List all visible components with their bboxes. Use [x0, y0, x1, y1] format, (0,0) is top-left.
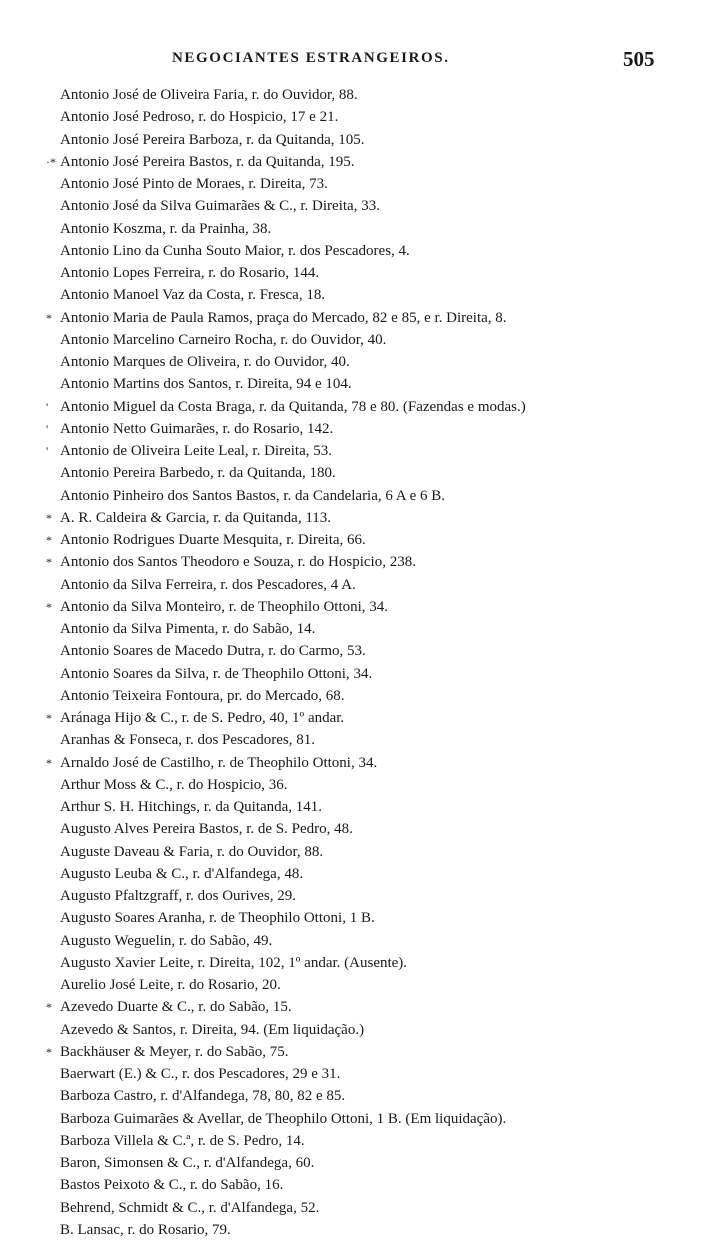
list-item — [46, 551, 716, 573]
entry-text: Baron, Simonsen & C., r. d'Alfandega, 60. — [60, 1155, 315, 1171]
entry-text: Aranhas & Fonseca, r. dos Pescadores, 81. — [60, 732, 315, 749]
list-item — [46, 774, 716, 796]
list-item — [46, 173, 716, 195]
entry-marker: * — [46, 1000, 52, 1015]
list-item — [46, 1174, 716, 1196]
entry-text: Barboza Villela & C.ª, r. de S. Pedro, 14. — [60, 1132, 305, 1149]
list-item — [46, 930, 716, 952]
list-item — [46, 396, 716, 418]
list-item — [46, 996, 716, 1018]
entry-text: Arthur S. H. Hitchings, r. da Quitanda, 141. — [60, 799, 323, 815]
list-item — [46, 351, 716, 373]
list-item — [46, 1041, 716, 1063]
entry-text: Antonio José Pereira Barboza, r. da Quitanda, 105. — [60, 131, 365, 148]
list-item — [46, 329, 716, 351]
list-item — [46, 284, 716, 306]
entry-text: Antonio Manoel Vaz da Costa, r. Fresca, 18. — [60, 287, 326, 304]
entry-marker: ' — [46, 399, 49, 414]
list-item — [46, 1019, 716, 1041]
merchant-list — [46, 84, 716, 1241]
entry-text: Antonio Pereira Barbedo, r. da Quitanda, 180. — [60, 465, 336, 482]
entry-text: Barboza Castro, r. d'Alfandega, 78, 80, 82 e 85. — [60, 1088, 346, 1105]
entry-text: Arnaldo José de Castilho, r. de Theophilo Ottoni, 34. — [60, 754, 378, 771]
entry-text: Aurelio José Leite, r. do Rosario, 20. — [60, 977, 281, 993]
entry-marker: ' — [46, 421, 49, 436]
list-item — [46, 663, 716, 685]
entry-text: Antonio Maria de Paula Ramos, praça do Mercado, 82 e 85, e r. Direita, 8. — [60, 309, 507, 326]
list-item — [46, 885, 716, 907]
entry-text: Augusto Leuba & C., r. d'Alfandega, 48. — [60, 865, 304, 882]
entry-text: Antonio da Silva Pimenta, r. do Sabão, 14. — [60, 621, 316, 637]
entry-text: Antonio José Pinto de Moraes, r. Direita, 73. — [60, 176, 328, 192]
list-item — [46, 195, 716, 217]
list-item — [46, 907, 716, 929]
entry-text: B. Lansac, r. do Rosario, 79. — [60, 1221, 231, 1238]
entry-text: Antonio Netto Guimarães, r. do Rosario, 142. — [60, 420, 334, 437]
entry-text: Antonio Lopes Ferreira, r. do Rosario, 144. — [60, 265, 320, 281]
entry-text: Augusto Pfaltzgraff, r. dos Ourives, 29. — [60, 888, 296, 904]
entry-text: Antonio Martins dos Santos, r. Direita, 94 e 104. — [60, 376, 352, 393]
entry-text: Antonio Pinheiro dos Santos Bastos, r. da Candelaria, 6 A e 6 B. — [60, 487, 445, 504]
list-item — [46, 974, 716, 996]
list-item — [46, 1152, 716, 1174]
list-item — [46, 796, 716, 818]
entry-text: Antonio José Pedroso, r. do Hospicio, 17 e 21. — [60, 109, 339, 126]
list-item — [46, 262, 716, 284]
entry-text: Antonio Rodrigues Duarte Mesquita, r. Direita, 66. — [60, 532, 366, 548]
list-item — [46, 307, 716, 329]
list-item — [46, 952, 716, 974]
list-item — [46, 1108, 716, 1130]
entry-text: Antonio de Oliveira Leite Leal, r. Direita, 53. — [60, 443, 332, 459]
list-item — [46, 752, 716, 774]
list-item — [46, 373, 716, 395]
entry-text: Antonio dos Santos Theodoro e Souza, r. do Hospicio, 238. — [60, 554, 416, 571]
list-item — [46, 618, 716, 640]
entry-text: Azevedo & Santos, r. Direita, 94. (Em liquidação.) — [60, 1021, 365, 1038]
entry-text: Antonio Soares de Macedo Dutra, r. do Carmo, 53. — [60, 643, 366, 660]
entry-text: Antonio Teixeira Fontoura, pr. do Mercado, 68. — [60, 687, 345, 704]
entry-text: Backhäuser & Meyer, r. do Sabão, 75. — [60, 1043, 289, 1060]
entry-text: Augusto Xavier Leite, r. Direita, 102, 1º andar. (Ausente). — [60, 954, 408, 971]
list-item — [46, 129, 716, 151]
entry-marker: * — [46, 599, 52, 614]
entry-text: Aránaga Hijo & C., r. de S. Pedro, 40, 1º andar. — [60, 710, 345, 726]
list-item — [46, 818, 716, 840]
list-item — [46, 685, 716, 707]
list-item — [46, 529, 716, 551]
list-item — [46, 841, 716, 863]
entry-text: Antonio Miguel da Costa Braga, r. da Quitanda, 78 e 80. (Fazendas e modas.) — [60, 398, 526, 415]
list-item — [46, 462, 716, 484]
list-item — [46, 729, 716, 751]
list-item — [46, 151, 716, 173]
entry-marker: * — [46, 533, 52, 547]
list-item — [46, 84, 716, 106]
entry-text: Antonio da Silva Ferreira, r. dos Pescadores, 4 A. — [60, 576, 356, 593]
entry-text: Auguste Daveau & Faria, r. do Ouvidor, 88. — [60, 843, 324, 860]
entry-text: Antonio Koszma, r. da Prainha, 38. — [60, 220, 272, 237]
list-item — [46, 1063, 716, 1085]
list-item — [46, 106, 716, 128]
list-item — [46, 240, 716, 262]
list-item — [46, 574, 716, 596]
entry-text: Antonio Lino da Cunha Souto Maior, r. dos Pescadores, 4. — [60, 242, 410, 259]
entry-text: Antonio José da Silva Guimarães & C., r. Direita, 33. — [60, 198, 380, 215]
entry-marker: * — [46, 555, 52, 570]
entry-text: Antonio Marques de Oliveira, r. do Ouvidor, 40. — [60, 354, 350, 370]
entry-marker: * — [46, 310, 52, 325]
list-item — [46, 640, 716, 662]
entry-marker: ' — [46, 444, 49, 458]
list-item — [46, 1197, 716, 1219]
entry-text: Behrend, Schmidt & C., r. d'Alfandega, 52. — [60, 1199, 320, 1216]
entry-marker: * — [46, 1044, 52, 1059]
entry-text: Antonio Soares da Silva, r. de Theophilo Ottoni, 34. — [60, 665, 373, 682]
entry-text: Antonio José Pereira Bastos, r. da Quitanda, 195. — [60, 153, 355, 170]
entry-text: Antonio Marcelino Carneiro Rocha, r. do Ouvidor, 40. — [60, 331, 387, 348]
running-title: NEGOCIANTES ESTRANGEIROS. — [172, 50, 450, 66]
page-header — [0, 47, 725, 74]
list-item — [46, 707, 716, 729]
list-item — [46, 1085, 716, 1107]
entry-text: Augusto Weguelin, r. do Sabão, 49. — [60, 932, 273, 949]
entry-marker: * — [46, 755, 52, 770]
list-item — [46, 440, 716, 462]
entry-text: Augusto Soares Aranha, r. de Theophilo Ottoni, 1 B. — [60, 910, 375, 927]
entry-text: Barboza Guimarães & Avellar, de Theophilo Ottoni, 1 B. (Em liquidação). — [60, 1110, 507, 1127]
entry-text: A. R. Caldeira & Garcia, r. da Quitanda, 113. — [60, 509, 332, 526]
list-item — [46, 1130, 716, 1152]
list-item — [46, 1219, 716, 1241]
entry-marker: ·* — [46, 154, 56, 169]
entry-text: Bastos Peixoto & C., r. do Sabão, 16. — [60, 1177, 284, 1194]
page-number: 505 — [623, 47, 655, 71]
entry-marker: * — [46, 711, 52, 725]
entry-text: Arthur Moss & C., r. do Hospicio, 36. — [60, 776, 288, 793]
list-item — [46, 485, 716, 507]
entry-text: Baerwart (E.) & C., r. dos Pescadores, 29 e 31. — [60, 1066, 341, 1082]
entry-text: Azevedo Duarte & C., r. do Sabão, 15. — [60, 999, 292, 1016]
list-item — [46, 218, 716, 240]
entry-text: Antonio José de Oliveira Faria, r. do Ouvidor, 88. — [60, 87, 358, 103]
list-item — [46, 596, 716, 618]
list-item — [46, 863, 716, 885]
entry-text: Antonio da Silva Monteiro, r. de Theophilo Ottoni, 34. — [60, 598, 389, 615]
entry-marker: * — [46, 510, 52, 525]
list-item — [46, 507, 716, 529]
entry-text: Augusto Alves Pereira Bastos, r. de S. Pedro, 48. — [60, 821, 353, 838]
list-item — [46, 418, 716, 440]
